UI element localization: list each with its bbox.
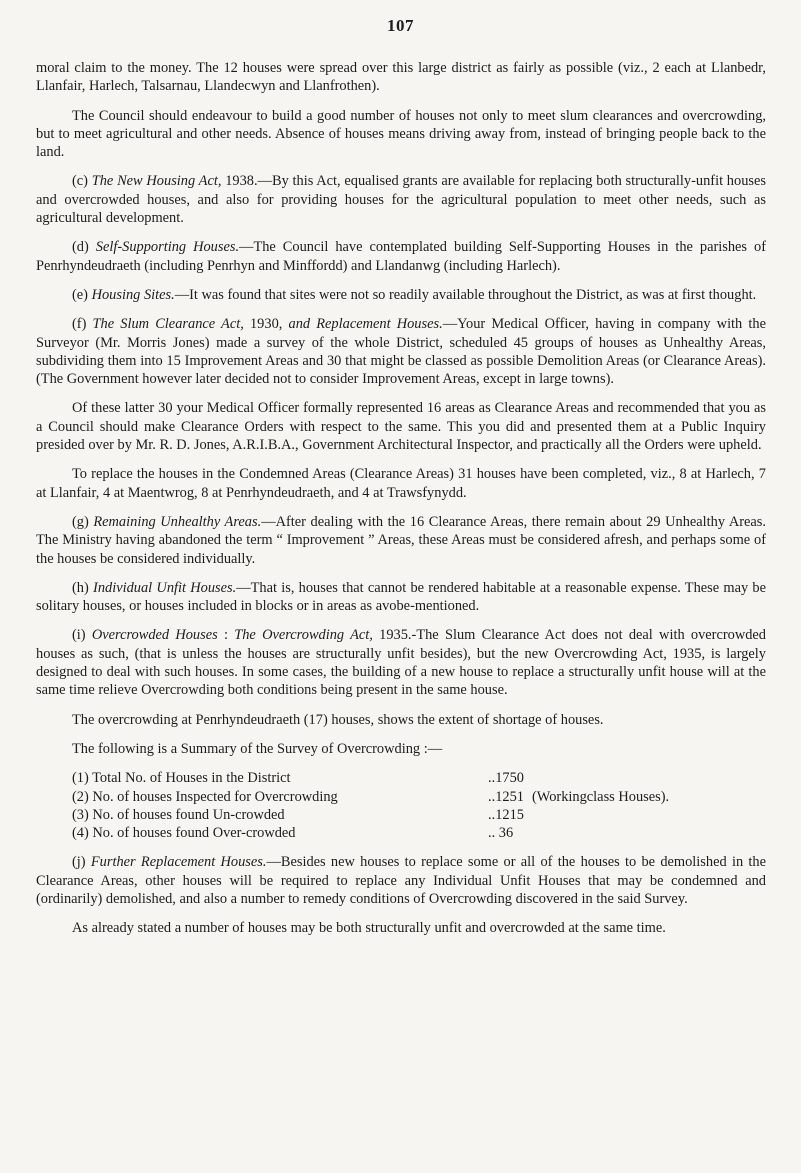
paragraph-overcrowding: The overcrowding at Penrhyndeudraeth (17) houses, shows the extent of shortage of houses. (72, 711, 604, 728)
summary-value: .. 36 (488, 825, 514, 842)
section-h: (h) Individual Unfit Houses.—That is, houses that cannot be rendered habitable at a reasonable expense. These may be solitary houses, or houses included in blocks or in areas as avobe-mentioned. (36, 579, 766, 615)
summary-note: (Workingclass Houses). (532, 788, 670, 805)
paragraph-to-replace: To replace the houses in the Condemned Areas (Clearance Areas) 31 houses have been completed, viz., 8 at Harlech, 7 at Llanfair, 4 at Maentwrog, 8 at Penrhyndeudraeth, and 4 at Trawsfynydd. (36, 466, 766, 501)
section-e: (e) Housing Sites.—It was found that sites were not so readily available throughout the District, as was at first thought. (72, 286, 757, 303)
summary-value: ..1251 (488, 788, 524, 805)
summary-label: (2) No. of houses Inspected for Overcrowding (72, 788, 338, 805)
paragraph-moral-claim: moral claim to the money. The 12 houses were spread over this large district as fairly as possible (viz., 2 each at Llanbedr, Llanfair, Harlech, Talsarnau, Llandecwyn and Llanfrothen). (36, 60, 766, 95)
summary-value: ..1215 (488, 806, 524, 823)
summary-label: (3) No. of houses found Un-crowded (72, 806, 285, 823)
summary-label: (1) Total No. of Houses in the District (72, 770, 291, 787)
summary-row (72, 788, 766, 806)
section-d: (d) Self-Supporting Houses.—The Council have contemplated building Self-Supporting Houses in the parishes of Penrhyndeudraeth (including Penrhyn and Minffordd) and Llandanwg (including Harlech). (36, 239, 766, 274)
summary-row (72, 769, 766, 787)
paragraph-following: The following is a Summary of the Survey of Overcrowding :— (72, 740, 443, 757)
overcrowding-summary (72, 769, 766, 842)
section-i: (i) Overcrowded Houses : The Overcrowding Act, 1935.-The Slum Clearance Act does not deal with overcrowded houses as such, (that is unless the houses are structurally unfit besides), but the new Overcrowding Act, 1935, is largely designed to deal with such houses. In some cases, the building of a new house to replace a structurally unfit house will at the same time relieve Overcrowding both conditions being present in the same house. (36, 627, 766, 699)
section-g: (g) Remaining Unhealthy Areas.—After dealing with the 16 Clearance Areas, there remain about 29 Unhealthy Areas. The Ministry having abandoned the term “ Improvement ” Areas, these Areas must be considered afresh, and perhaps some of the houses be considered individually. (36, 513, 766, 567)
summary-value: ..1750 (488, 770, 524, 787)
paragraph-final: As already stated a number of houses may be both structurally unfit and overcrowded at the same time. (72, 920, 666, 937)
section-j: (j) Further Replacement Houses.—Besides new houses to replace some or all of the houses to be demolished in the Clearance Areas, other houses will be required to replace any Individual Unfit Houses that may be condemned and (ordinarily) demolished, and also a number to remedy conditions of Overcrowding discovered in the said Survey. (36, 854, 766, 907)
summary-row (72, 824, 766, 842)
section-c: (c) The New Housing Act, 1938.—By this Act, equalised grants are available for replacing both structurally-unfit houses and overcrowded houses, and also for providing houses for the agricultural population to meet other needs, such as agricultural development. (36, 173, 766, 227)
summary-label: (4) No. of houses found Over-crowded (72, 825, 296, 842)
paragraph-council-endeavour: The Council should endeavour to build a good number of houses not only to meet slum clearances and overcrowding, but to meet agricultural and other needs. Absence of houses means driving away from, instead of bringing people back to the land. (36, 107, 766, 161)
page-number: 107 (387, 16, 414, 35)
summary-row (72, 806, 766, 824)
section-f: (f) The Slum Clearance Act, 1930, and Replacement Houses.—Your Medical Officer, having in company with the Surveyor (Mr. Morris Jones) made a survey of the whole District, scheduled 45 groups of houses as Unhealthy Areas, subdividing them into 15 Improvement Areas and 30 that might be classed as possible Demolition Areas (or Clearance Areas). (The Government however later decided not to consider Improvement Areas, except in large towns). (36, 316, 766, 388)
document-body (36, 59, 766, 949)
paragraph-of-these: Of these latter 30 your Medical Officer formally represented 16 areas as Clearance Areas and recommended that you as a Council should make Clearance Orders with respect to the same. This you did and presented them at a Public Inquiry presided over by Mr. R. D. Jones, A.R.I.B.A., Government Architectural Inspector, and practically all the Orders were upheld. (36, 400, 766, 454)
